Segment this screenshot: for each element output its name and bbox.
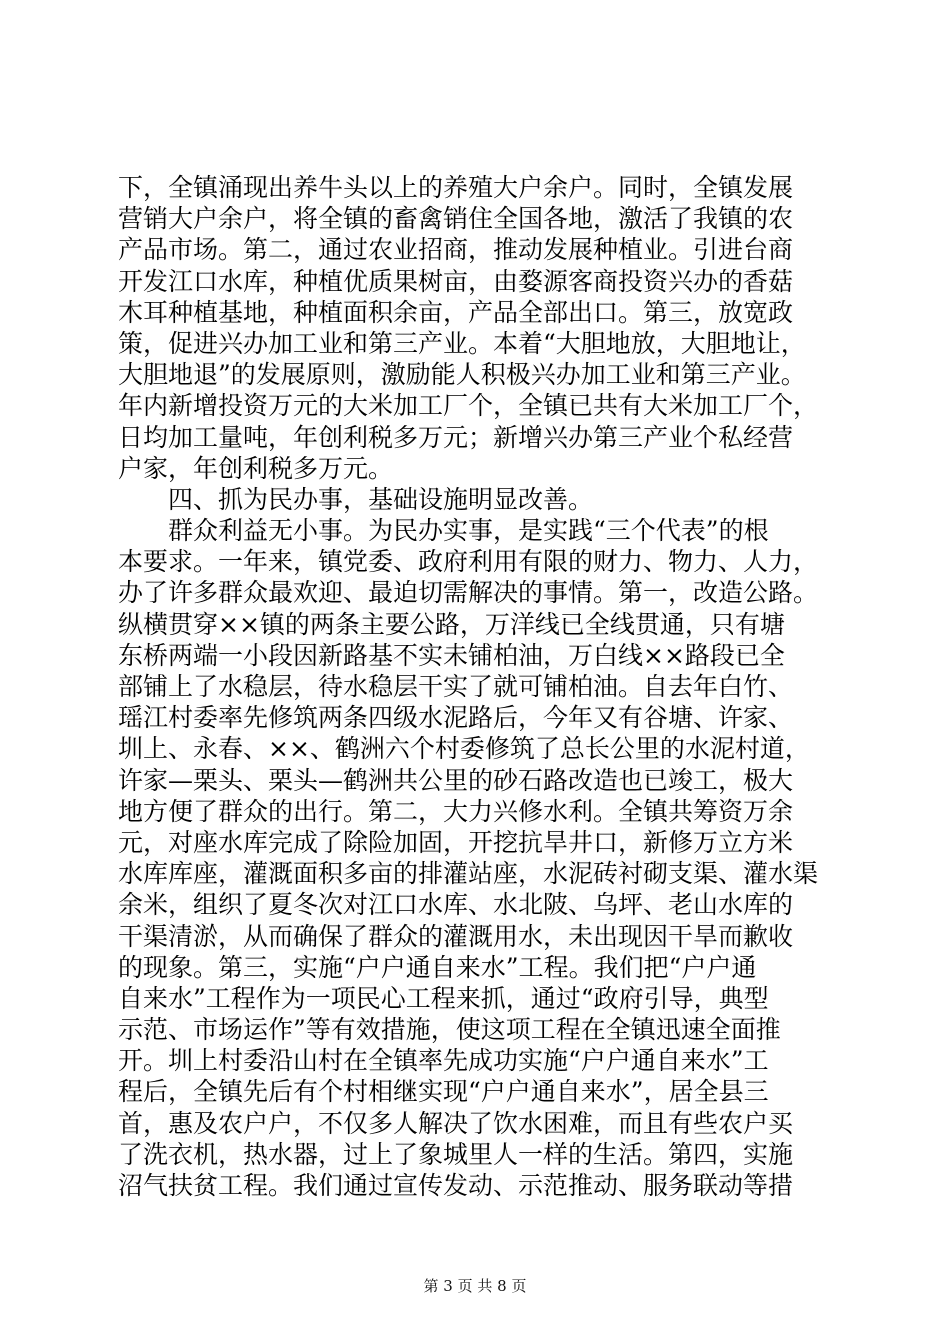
text-line: 自来水”工程作为一项民心工程来抓，通过“政府引导，典型 <box>118 983 769 1013</box>
text-line: 水库库座，灌溉面积多亩的排灌站座，水泥砖衬砌支渠、灌水渠 <box>118 859 819 889</box>
text-line: 产品市场。第二，通过农业招商，推动发展种植业。引进台商 <box>118 235 794 265</box>
text-line: 下，全镇涌现出养牛头以上的养殖大户余户。同时，全镇发展 <box>118 173 794 202</box>
text-line: 户家，年创利税多万元。 <box>118 453 394 483</box>
text-line: 余米，组织了夏冬次对江口水库、水北陂、乌坪、老山水库的 <box>118 890 794 920</box>
text-line: 瑶江村委率先修筑两条四级水泥路后，今年又有谷塘、许家、 <box>118 703 794 733</box>
text-line: 沼气扶贫工程。我们通过宣传发动、示范推动、服务联动等措 <box>118 1171 794 1200</box>
text-line: 办了许多群众最欢迎、最迫切需解决的事情。第一，改造公路。 <box>118 578 819 608</box>
text-line: 开。圳上村委沿山村在全镇率先成功实施“户户通自来水”工 <box>118 1046 769 1076</box>
text-line: 示范、市场运作”等有效措施，使这项工程在全镇迅速全面推 <box>118 1015 781 1045</box>
text-line: 首，惠及农户户，不仅多人解决了饮水困难，而且有些农户买 <box>118 1108 794 1138</box>
page-number: 第 3 页 共 8 页 <box>423 1277 527 1295</box>
text-line: 东桥两端一小段因新路基不实未铺柏油，万白线××路段已全 <box>118 640 785 670</box>
text-line: 日均加工量吨，年创利税多万元；新增兴办第三产业个私经营 <box>118 422 794 452</box>
text-line: 营销大户余户，将全镇的畜禽销住全国各地，激活了我镇的农 <box>118 204 794 234</box>
body-text <box>118 172 838 1201</box>
text-line: 了洗衣机，热水器，过上了象城里人一样的生活。第四，实施 <box>118 1139 794 1169</box>
text-line: 许家—栗头、栗头—鹤洲共公里的砂石路改造也已竣工，极大 <box>118 765 794 795</box>
text-line: 元，对座水库完成了除险加固，开挖抗旱井口，新修万立方米 <box>118 827 794 857</box>
page-footer <box>0 1276 950 1296</box>
text-line: 地方便了群众的出行。第二，大力兴修水利。全镇共筹资万余 <box>118 796 794 826</box>
text-line: 开发江口水库，种植优质果树亩，由婺源客商投资兴办的香菇 <box>118 266 794 296</box>
text-line: 大胆地退”的发展原则，激励能人积极兴办加工业和第三产业。 <box>118 360 806 390</box>
text-line: 木耳种植基地，种植面积余亩，产品全部出口。第三，放宽政 <box>118 297 794 327</box>
text-line: 部铺上了水稳层，待水稳层干实了就可铺柏油。自去年白竹、 <box>118 672 794 701</box>
text-line: 纵横贯穿××镇的两条主要公路，万洋线已全线贯通，只有塘 <box>118 609 785 639</box>
text-line: 策，促进兴办加工业和第三产业。本着“大胆地放，大胆地让， <box>118 328 806 358</box>
text-line: 的现象。第三，实施“户户通自来水”工程。我们把“户户通 <box>118 952 757 982</box>
text-line: 群众利益无小事。为民办实事，是实践“三个代表”的根 <box>118 516 769 546</box>
text-line: 圳上、永春、××、鹤洲六个村委修筑了总长公里的水泥村道， <box>118 734 810 764</box>
text-line: 干渠清淤，从而确保了群众的灌溉用水，未出现因干旱而歉收 <box>118 921 794 951</box>
section-heading: 四、抓为民办事，基础设施明显改善。 <box>118 484 594 514</box>
text-line: 程后，全镇先后有个村相继实现“户户通自来水”，居全县三 <box>118 1077 769 1107</box>
text-line: 年内新增投资万元的大米加工厂个，全镇已共有大米加工厂个， <box>118 391 819 421</box>
text-line: 本要求。一年来，镇党委、政府利用有限的财力、物力、人力， <box>118 547 819 577</box>
